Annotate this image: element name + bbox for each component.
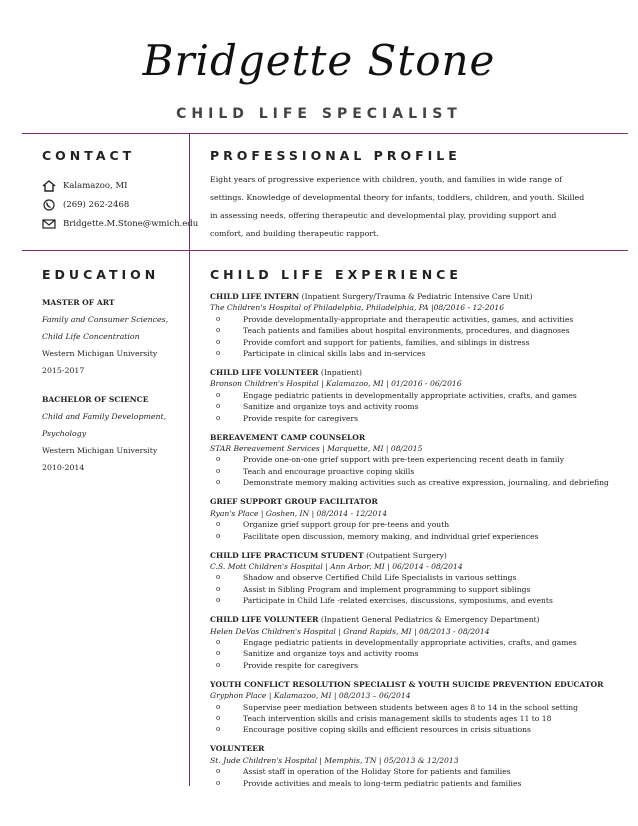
job-title-text: YOUTH CONFLICT RESOLUTION SPECIALIST & YOUTH SUICIDE PREVENTION EDUCATOR (210, 679, 604, 689)
duty-item: o Assist in Sibling Program and implement programming to support siblings (210, 584, 605, 595)
experience-entry (210, 367, 605, 424)
experience-entry (210, 432, 609, 489)
job-title (210, 743, 605, 754)
column-divider-top (189, 133, 190, 250)
candidate-name: Bridgette Stone (142, 36, 496, 85)
header-divider (22, 133, 628, 134)
duty-item: o Sanitize and organize toys and activity rooms (210, 401, 605, 412)
experience-entry (210, 496, 605, 542)
contact-email-text[interactable]: Bridgette.M.Stone@wmich.edu (63, 219, 199, 229)
duties-list (210, 519, 605, 542)
profile-text: Eight years of progressive experience with children, youth, and families in wide range of settings. Knowledge of developmental theory for infants, toddlers, children, and youth. Skilled in assessing needs, offering therapeutic and developmental play, providing support and comfort, and building therapeutic rapport. (210, 175, 585, 238)
duty-item: o Supervise peer mediation between students between ages 8 to 14 in the school setting (210, 702, 605, 713)
job-note: (Outpatient Surgery) (363, 550, 447, 560)
organization: Gryphon Place | Kalamazoo, MI | 08/2013 – 06/2014 (210, 691, 411, 701)
duty-item: o Provide developmentally-appropriate and therapeutic activities, games, and activities (210, 314, 605, 325)
job-title (210, 367, 605, 378)
contact-location-text: Kalamazoo, MI (63, 181, 128, 191)
duty-item: o Provide activities and meals to long-term pediatric patients and families (210, 778, 605, 789)
job-title: CHILD LIFE SPECIALIST (176, 106, 462, 122)
job-note: (Inpatient General Pediatrics & Emergency Department) (318, 615, 540, 625)
education-heading: EDUCATION (42, 267, 160, 282)
duty-item: o Provide respite for caregivers (210, 413, 605, 424)
contact-email[interactable] (42, 218, 198, 230)
duty-item: o Organize grief support group for pre-teens and youth (210, 519, 605, 530)
job-note: (Inpatient) (318, 368, 362, 378)
envelope-icon (42, 218, 56, 230)
duty-item: o Assist staff in operation of the Holiday Store for patients and families (210, 766, 605, 777)
job-title-text: CHILD LIFE VOLUNTEER (210, 368, 319, 378)
experience-entry (210, 614, 605, 671)
organization: STAR Bereavement Services | Marquette, MI | 08/2015 (210, 444, 423, 454)
duties-list (210, 390, 605, 424)
degree: MASTER OF ART (42, 298, 115, 307)
duties-list (210, 314, 605, 360)
degree: BACHELOR OF SCIENCE (42, 395, 149, 404)
job-title-text: BEREAVEMENT CAMP COUNSELOR (210, 432, 366, 442)
duties-list (210, 766, 605, 789)
experience-entry (210, 743, 605, 789)
duty-item: o Engage pediatric patients in developmentally appropriate activities, crafts, and games (210, 390, 605, 401)
duty-item: o Provide comfort and support for patients, families, and siblings in distress (210, 337, 605, 348)
job-note: (Inpatient Surgery/Trauma & Pediatric Intensive Care Unit) (299, 292, 533, 301)
organization: C.S. Mott Children's Hospital | Ann Arbor, MI | 06/2014 - 08/2014 (210, 561, 463, 571)
duty-item: o Teach intervention skills and crisis management skills to students ages 11 to 18 (210, 713, 605, 724)
duty-item: o Engage pediatric patients in developmentally appropriate activities, crafts, and games (210, 637, 605, 648)
experience-heading: CHILD LIFE EXPERIENCE (210, 267, 462, 282)
experience-entry (210, 550, 605, 607)
job-title-text: GRIEF SUPPORT GROUP FACILITATOR (210, 497, 378, 507)
section-divider (22, 250, 628, 251)
job-title (210, 496, 605, 507)
job-title (210, 432, 605, 443)
phone-icon (42, 199, 56, 211)
duty-item: o Encourage positive coping skills and efficient resources in crisis situations (210, 724, 605, 735)
contact-phone (42, 199, 129, 211)
duty-item: o Shadow and observe Certified Child Life Specialists in various settings (210, 572, 605, 583)
duties-list (210, 454, 609, 488)
experience-entry (210, 291, 605, 359)
school: Western Michigan University (42, 349, 158, 358)
organization: St. Jude Children's Hospital | Memphis, TN | 05/2013 & 12/2013 (210, 755, 459, 765)
duties-list (210, 702, 605, 736)
duties-list (210, 637, 605, 671)
duty-item: o Provide one-on-one grief support with pre-teen experiencing recent death in family (210, 454, 605, 465)
job-title (210, 291, 605, 302)
job-title-text: CHILD LIFE PRACTICUM STUDENT (210, 550, 364, 560)
organization: Bronson Children's Hospital | Kalamazoo, MI | 01/2016 - 06/2016 (210, 379, 462, 389)
duty-item: o Participate in clinical skills labs and in-services (210, 348, 605, 359)
job-title (210, 614, 605, 625)
profile-heading: PROFESSIONAL PROFILE (210, 148, 461, 163)
field-of-study: Family and Consumer Sciences, Child Life Concentration (42, 315, 169, 341)
job-title-text: CHILD LIFE VOLUNTEER (210, 615, 319, 625)
organization: Helen DeVos Children's Hospital | Grand Rapids, MI | 08/2013 - 08/2014 (210, 626, 490, 636)
experience-list (210, 291, 609, 797)
duty-item: o Provide respite for caregivers (210, 660, 605, 671)
contact-location (42, 180, 128, 192)
education-entry (42, 391, 182, 476)
contact-heading: CONTACT (42, 148, 136, 163)
job-title-text: CHILD LIFE INTERN (210, 292, 300, 301)
years: 2010-2014 (42, 463, 85, 472)
duty-item: o Demonstrate memory making activities such as creative expression, journaling, and debriefing (210, 477, 605, 488)
duties-list (210, 572, 605, 606)
years: 2015-2017 (42, 366, 85, 375)
job-title (210, 550, 605, 561)
organization: Ryan's Place | Goshen, IN | 08/2014 - 12/2014 (210, 508, 388, 518)
home-icon (42, 180, 56, 192)
duty-item: o Teach and encourage proactive coping skills (210, 466, 605, 477)
duty-item: o Participate in Child Life -related exercises, discussions, symposiums, and events (210, 595, 605, 606)
duty-item: o Sanitize and organize toys and activity rooms (210, 648, 605, 659)
education-entry (42, 294, 182, 379)
experience-entry (210, 679, 605, 736)
field-of-study: Child and Family Development, Psychology (42, 412, 167, 438)
duty-item: o Teach patients and families about hospital environments, procedures, and diagnoses (210, 325, 605, 336)
job-title-text: VOLUNTEER (210, 744, 265, 754)
contact-phone-text: (269) 262-2468 (63, 200, 130, 210)
organization: The Children's Hospital of Philadelphia, Philadelphia, PA |08/2016 - 12-2016 (210, 303, 505, 313)
job-title (210, 679, 605, 690)
duty-item: o Facilitate open discussion, memory making, and individual grief experiences (210, 531, 605, 542)
school: Western Michigan University (42, 446, 158, 455)
column-divider-bottom (189, 250, 190, 786)
